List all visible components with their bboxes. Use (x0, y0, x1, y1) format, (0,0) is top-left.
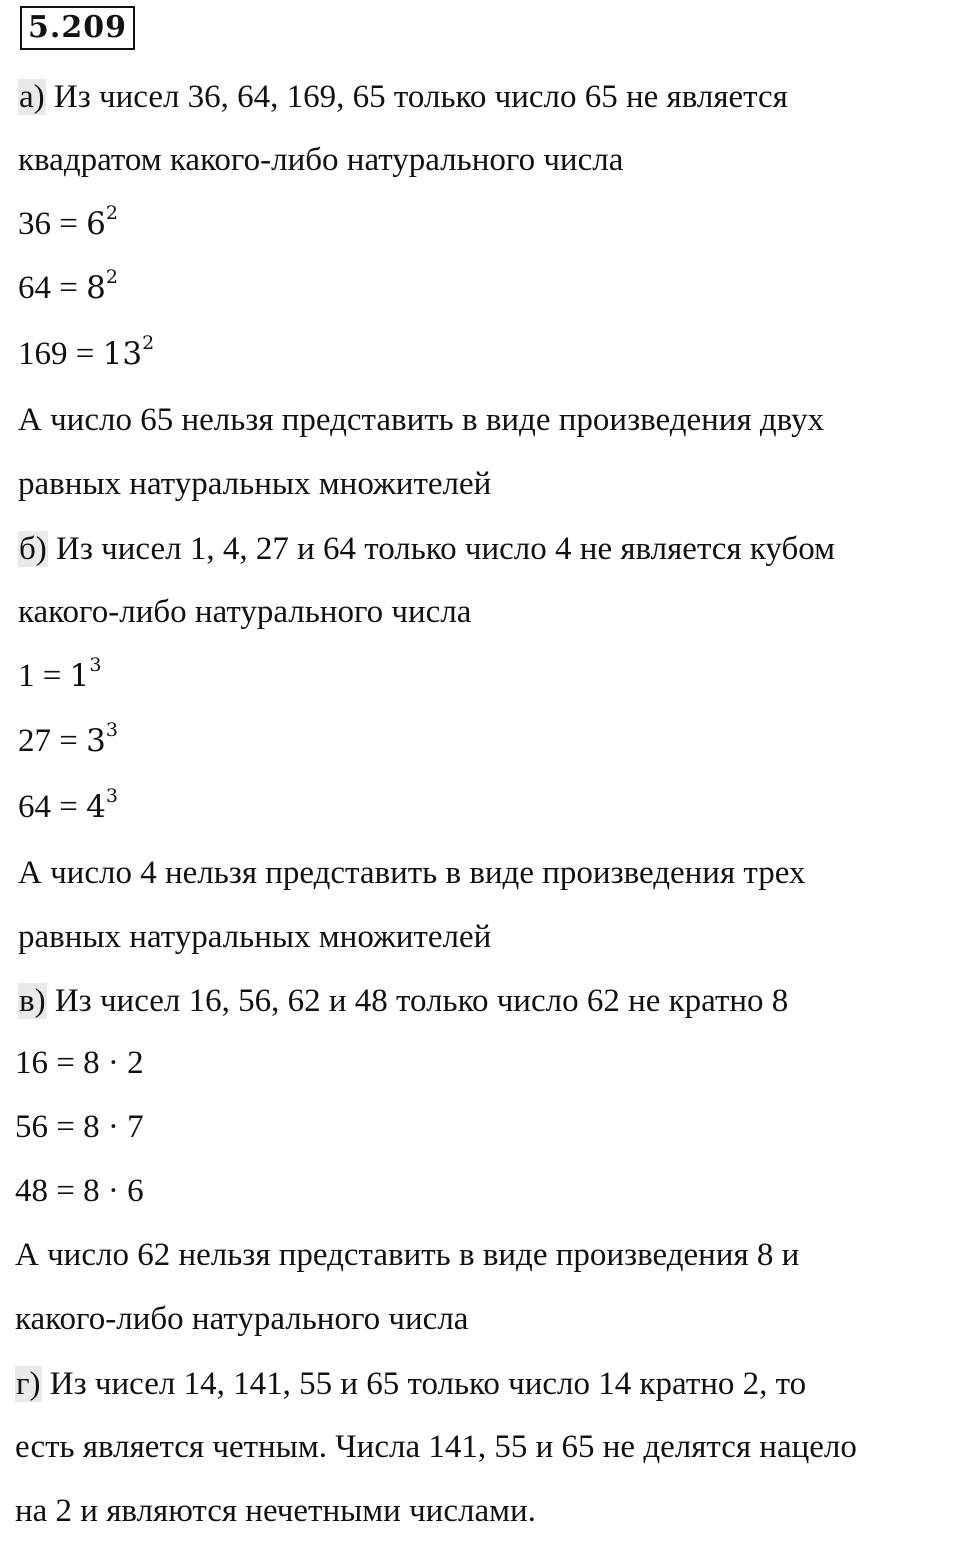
equation-lhs: 64 = (18, 270, 87, 306)
part-b-statement-text-1: Из чисел 1, 4, 27 и 64 только число 4 не является кубом (56, 531, 836, 567)
equation-base: 6 (86, 206, 106, 242)
part-v-conclusion-line-1: А число 62 нельзя представить в виде произведения 8 и (15, 1237, 800, 1273)
part-b-statement-line-1 (18, 529, 835, 569)
part-b-equation-2 (18, 721, 118, 761)
equation-lhs: 27 = (18, 723, 87, 759)
part-a-statement-line-2: квадратом какого-либо натурального числа (18, 142, 624, 178)
equation-lhs: 169 = (18, 336, 103, 372)
part-b-marker: б) (19, 531, 47, 567)
part-g-statement-text-1: Из чисел 14, 141, 55 и 65 только число 14 кратно 2, то (49, 1366, 807, 1402)
equation-exponent: 3 (105, 785, 118, 807)
equation-exponent: 2 (142, 332, 155, 354)
part-b-statement-line-2: какого-либо натурального числа (18, 594, 472, 630)
equation-exponent: 2 (105, 266, 118, 288)
equation-base: 3 (86, 723, 106, 759)
equation-base: 13 (102, 336, 143, 372)
part-a-statement-text-1: Из чисел 36, 64, 169, 65 только число 65 не является (53, 79, 788, 115)
equation-lhs: 64 = (18, 789, 87, 825)
part-g-statement-line-3: на 2 и являются нечетными числами. (15, 1493, 536, 1529)
equation-exponent: 2 (105, 202, 118, 224)
part-g-statement-line-2: есть является четным. Числа 141, 55 и 65 не делятся нацело (15, 1429, 857, 1465)
equation-lhs: 1 = (18, 658, 70, 694)
part-a-equation-2 (18, 268, 118, 308)
equation-lhs: 36 = (18, 206, 87, 242)
part-v-statement-text-1: Из чисел 16, 56, 62 и 48 только число 62 не кратно 8 (54, 983, 789, 1019)
part-b-conclusion-line-2: равных натуральных множителей (18, 919, 492, 955)
part-a-statement-line-1 (18, 77, 788, 117)
equation-base: 4 (86, 789, 106, 825)
equation-base: 1 (69, 658, 90, 694)
part-a-conclusion-line-1: А число 65 нельзя представить в виде произведения двух (18, 402, 825, 438)
part-a-equation-1 (18, 204, 118, 244)
part-g-statement-line-1 (15, 1364, 806, 1404)
part-b-equation-3 (18, 787, 118, 827)
part-v-equation-2: 56 = 8 · 7 (15, 1109, 144, 1145)
part-a-equation-3 (18, 334, 154, 374)
equation-base: 8 (86, 270, 106, 306)
part-g-marker: г) (16, 1366, 41, 1402)
part-v-statement-line-1 (18, 981, 788, 1021)
equation-exponent: 3 (89, 654, 102, 676)
part-a-conclusion-line-2: равных натуральных множителей (18, 466, 492, 502)
equation-exponent: 3 (105, 719, 118, 741)
part-v-conclusion-line-2: какого-либо натурального числа (15, 1301, 469, 1337)
part-v-equation-3: 48 = 8 · 6 (15, 1173, 144, 1209)
part-v-marker: в) (19, 983, 46, 1019)
part-a-marker: а) (19, 79, 45, 115)
part-b-equation-1 (18, 656, 101, 696)
problem-number-box: 5.209 (20, 6, 135, 50)
part-b-conclusion-line-1: А число 4 нельзя представить в виде произведения трех (18, 855, 806, 891)
part-v-equation-1: 16 = 8 · 2 (15, 1045, 144, 1081)
